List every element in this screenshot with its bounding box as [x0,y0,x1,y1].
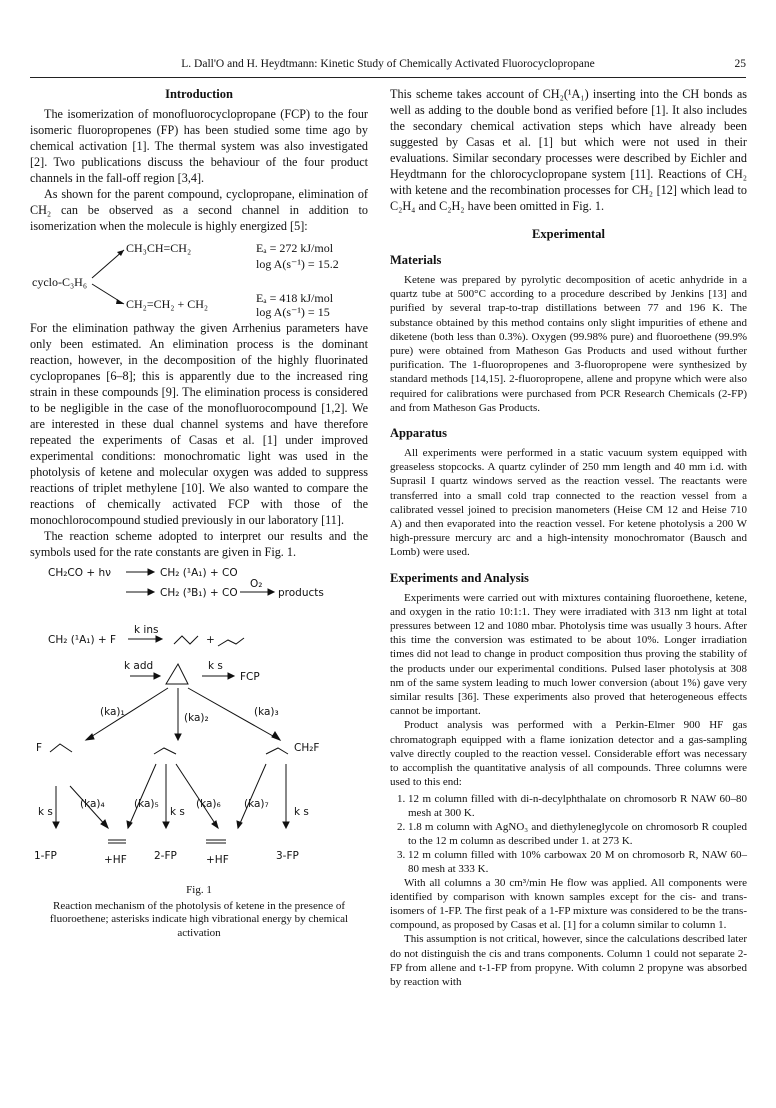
scheme-loga-1: log A(s⁻¹) = 15.2 [256,257,339,271]
fig-2-fp: 2-FP [154,850,177,862]
apparatus-heading: Apparatus [390,426,447,441]
fig-hf-2: +HF [206,854,229,866]
column-list-item: 3. 12 m column filled with 10% carbowax 20 M on chromosorb R, NAW 60–80 mesh at 333 K. [408,848,747,876]
fig-ka2-label: (ka)₂ [184,712,209,724]
column-list-item: 1. 12 m column filled with di-n-decylphthalate on chromosorb R NAW 60–80 mesh at 300 K. [408,792,747,820]
running-header [30,58,746,76]
experiments-paragraph-4: This assumption is not critical, however, since the calculations described later do not distinguish the cis and trans components. Column 1 could not separate 2-FP from allene and t-1-FP from propyne. With column 2 propyne was absorbed by reaction with [390,933,747,988]
fig-kins-label: k ins [134,624,159,636]
scheme-loga-2: log A(s⁻¹) = 15 [256,305,330,319]
fig-reaction-3-reactants: CH₂ (¹A₁) + F [48,634,117,646]
fig-kadd-label: k add [124,660,154,672]
figure-1-label: Fig. 1 [186,884,212,896]
fig-oxygen-label: O₂ [250,578,263,590]
scheme-ea-1: Eₐ = 272 kJ/mol [256,241,334,255]
experiments-paragraph-3: With all columns a 30 cm³/min He flow was applied. All components were identified by comparison with known samples except for the cis- and trans-isomers of 1-FP. The first peak of a 1-FP mixture was considered to be the trans-compound, as proposed by Casas et al. [1] for a column similar to column 1. [390,876,747,932]
figure-1-mechanism [30,564,368,882]
fig-reaction-2-products: CH₂ (³B₁) + CO [160,587,238,599]
page-number: 25 [734,58,746,70]
introduction-heading: Introduction [165,87,233,101]
scheme-product-1: CH₃CH=CH₂ [126,241,192,255]
experiments-paragraph-2: Product analysis was performed with a Perkin-Elmer 900 HF gas chromatograph equipped with a flame ionization detector and a gas-sampling valve directly coupled to the reaction vessel. Considerable effort was necessary to accomplish the quantitative analysis of all compounds. Three columns were used to this end: [390,719,747,789]
fig-1-fp: 1-FP [34,850,57,862]
fig-hf-1: +HF [104,854,127,866]
apparatus-paragraph: All experiments were performed in a static vacuum system equipped with greaseless stopcocks. A quartz cylinder of 250 mm length and 40 mm i.d. with Suprasil I quartz windows served as the reaction vessel. The reactants were transferred into a small cold trap connected to the reaction vessel from a calibrated vessel joined to precision manometers (Heise CM 12 and Heise 710 A) and then evaporated into the reaction vessel. For ketene photolysis a 200 W high-pressure mercury arc and a high-intensity monochromator (Bausch and Lomb) were used. [390,447,747,559]
fig-ks-label-1: k s [38,806,53,818]
fig-ka1-label: (ka)₁ [100,706,125,718]
fig-ka3-label: (ka)₃ [254,706,279,718]
scheme-reactant: cyclo-C₃H₆ [32,275,88,289]
fig-reaction-1-reactants: CH₂CO + hν [48,567,112,579]
intro-paragraph-1: The isomerization of monofluorocyclopropane (FCP) to the four isomeric fluoropropenes (FP) has been studied some time ago by chemical activation [1]. The thermal system was also investigated [2]. Two publications discuss the behaviour of the four product channels in the fall-off region [3,4]. [30,107,368,185]
cyclopropane-reaction-scheme [30,238,368,319]
column-list [390,792,747,876]
fig-ks-label-2: k s [170,806,185,818]
fig-ka4-label: (ka)₄ [80,798,105,810]
fig-ch2f-label: CH₂F [294,742,320,754]
fig-reaction-1-products: CH₂ (¹A₁) + CO [160,567,238,579]
fig-plus-sign: + [206,634,215,646]
header-rule [30,77,746,78]
scheme-discussion-paragraph: This scheme takes account of CH₂(¹A₁) inserting into the CH bonds as well as adding to the double bond as verified before [1]. It also includes the secondary chemical activation steps which have already been suggested by Casas et al. [1] but which were not used in their evaluations. Similar secondary processes were described by Eichler and Heydtmann for the chlorocyclopropane system [11]. Reactions of CH₂ with ketene and the recombination processes for CH₂ [12] which lead to C₂H₄ and C₂H₂ have been omitted in Fig. 1. [390,87,747,213]
materials-heading: Materials [390,253,442,267]
column-list-item: 2. 1.8 m column with AgNO₃ and diethyleneglycole on chromosorb R coupled to the 12 m column as described under 1. at 273 K. [408,820,747,848]
fig-products-label: products [278,587,324,599]
figure-1-caption: Reaction mechanism of the photolysis of ketene in the presence of fluoroethene; asterisks indicate high vibrational energy by chemical activation [49,899,349,939]
right-column [390,86,747,989]
experiments-analysis-heading: Experiments and Analysis [390,570,529,585]
scheme-ea-2: Eₐ = 418 kJ/mol [256,291,334,305]
fig-3-fp: 3-FP [276,850,299,862]
experiments-paragraph-1: Experiments were carried out with mixtures containing fluoroethene, ketene, and oxygen in the ratio 10:1:1. They were irradiated with 313 nm light at total pressures between 12 and 1080 mbar. Photolysis time was usually 3 hours. After this time the conversion was estimated to be about 10%. Longer irradiation times did not lead to change in product composition thus proving the stability of the products under our experimental conditions. Pulsed laser photolysis at 308 nm of the same system leading to much lower conversion (about 1%) gave very similar results [36]. These experiments also proved that heterogeneous effects cannot be important. [390,591,747,718]
fig-ks-label-top: k s [208,660,223,672]
fig-ka7-label: (ka)₇ [244,798,269,810]
fig-ks-label-3: k s [294,806,309,818]
intro-paragraph-2: As shown for the parent compound, cyclopropane, elimination of CH₂ can be observed as a second channel in addition to isomerization when the molecule is highly energized [5]: [30,187,368,233]
running-title: L. Dall'O and H. Heydtmann: Kinetic Study of Chemically Activated Fluorocyclopropane [181,58,595,70]
intro-paragraph-3: For the elimination pathway the given Arrhenius parameters have only been estimated. An elimination process is the dominant reaction, however, in the decomposition of the highly fluorinated cyclopropanes [6–8]; this is apparently due to the increased ring strain in these compounds [9]. The elimination process is considered to be negligible in the case of the monofluorocompound [1,2]. We are interested in these dual channel systems and have therefore repeated the experiments of Casas et al. [1] under improved experimental conditions: monochromatic light was used in the photolysis of ketene and molecular oxygen was added to suppress reactions of triplet methylene [10]. We also wanted to compare the reactions of chemically activated FCP with those of the monochlorocompound studied previously in our laboratory [11]. [30,321,368,527]
fig-ka6-label: (ka)₆ [196,798,221,810]
left-column [30,86,368,940]
fig-ka5-label: (ka)₅ [134,798,159,810]
scheme-product-2: CH₂=CH₂ + CH₂ [126,297,209,311]
materials-paragraph: Ketene was prepared by pyrolytic decomposition of acetic anhydride in a quartz tube at 500°C according to a procedure described by Jenkins [13] and purified by several trap-to-trap distillations between 77 and 196 K. The substance obtained by this method contains only slight impurities of ethene and diketene (both less than 0.3%). Oxygen (99.98% pure) and fluoroethene (99.9% pure) were obtained from Matheson Gas Products and used without further purification. The 1-fluoropropenes and 3-fluoropropene were synthesized by standard methods [14,15]. 2-fluoropropene, allene and propyne which were also required for calibrations were purchased from PCR Research Chemicals (2-FP) and from Matheson Gas Products. [390,274,747,414]
experimental-heading: Experimental [532,227,605,241]
intro-paragraph-4: The reaction scheme adopted to interpret our results and the symbols used for the rate constants are given in Fig. 1. [30,529,368,559]
fig-fcp-label: FCP [240,671,260,683]
fig-f-left: F [36,742,43,754]
